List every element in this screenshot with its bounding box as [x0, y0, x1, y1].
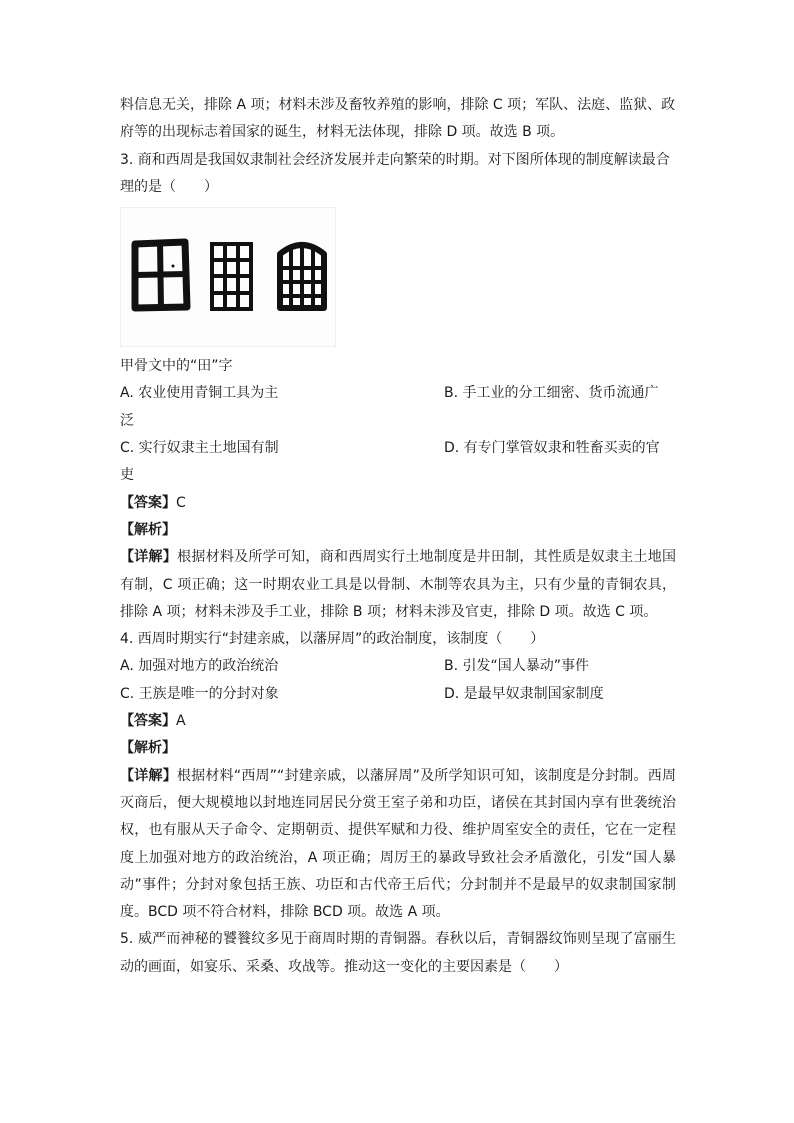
q3-figure-caption: 甲骨文中的“田”字: [120, 358, 233, 375]
oracle-bone-tian-glyphs-icon: [121, 208, 335, 346]
q4-answer-label: 【答案】: [120, 713, 176, 730]
q4-detail: [120, 763, 676, 927]
oracle-bone-tian-figure: [120, 207, 336, 347]
q3-answer-label: 【答案】: [120, 494, 176, 511]
q4-option-d[interactable]: D. 是最早奴隶制国家制度: [444, 685, 604, 702]
q4-option-a[interactable]: A. 加强对地方的政治统治: [120, 658, 279, 675]
q3-options-row-1: [120, 380, 676, 407]
intro-line-1: 料信息无关，排除 A 项；材料未涉及畜牧养殖的影响，排除 C 项；军队、法庭、监狱、政: [120, 97, 676, 113]
q4-detail-text: 根据材料“西周”“封建亲戚，以藩屏周”及所学知识可知，该制度是分封制。西周灭商后，便大规模地以封地连同居民分赏王室子弟和功臣，诸侯在其封国内享有世袭统治权，也有服从天子命令、定期朝贡、提供军赋和力役、维护周室安全的责任，它在一定程度上加强对地方的政治统治，A 项正确；周厉王的暴政导致社会矛盾激化，引发“国人暴动”事件；分封对象包括王族、功臣和古代帝王后代；分封制并不是最早的奴隶制国家制度。BCD 项不符合材料，排除 BCD 项。故选 A 项。: [120, 767, 676, 921]
q3-answer: [120, 490, 676, 517]
q3-answer-value: C: [176, 494, 186, 511]
q4-detail-label: 【详解】: [120, 767, 177, 784]
q5-stem: 5. 威严而神秘的饕餮纹多见于商周时期的青铜器。春秋以后，青铜器纹饰则呈现了富丽生动的画面，如宴乐、采桑、攻战等。推动这一变化的主要因素是（ ）: [120, 931, 676, 975]
q3-stem-line-1: 3. 商和西周是我国奴隶制社会经济发展并走向繁荣的时期。对下图所体现的制度解读最合: [120, 151, 670, 168]
document-page: [120, 92, 676, 981]
q3-options-row-2: [120, 435, 676, 462]
q3-detail-label: 【详解】: [120, 549, 178, 566]
q4-answer-value: A: [176, 713, 186, 730]
q3-option-b-continued: 泛: [120, 412, 134, 429]
q4-options-row-2: [120, 681, 676, 708]
intro-line-2: 府等的出现标志着国家的诞生，材料无法体现，排除 D 项。故选 B 项。: [120, 124, 565, 141]
q3-option-b[interactable]: B. 手工业的分工细密、货币流通广: [444, 385, 659, 402]
q4-option-c[interactable]: C. 王族是唯一的分封对象: [120, 685, 279, 702]
q3-option-d-continued: 吏: [120, 467, 134, 484]
q3-option-c[interactable]: C. 实行奴隶主土地国有制: [120, 440, 279, 457]
q4-options-row-1: [120, 653, 676, 680]
q3-analysis-label: 【解析】: [120, 521, 176, 538]
q4-answer: [120, 708, 676, 735]
q4-stem: 4. 西周时期实行“封建亲戚，以藩屏周”的政治制度，该制度（ ）: [120, 631, 545, 648]
q4-analysis-label: 【解析】: [120, 740, 176, 757]
q3-option-a[interactable]: A. 农业使用青铜工具为主: [120, 385, 279, 402]
q4-option-b[interactable]: B. 引发“国人暴动”事件: [444, 658, 590, 675]
q3-stem-line-2: 理的是（ ）: [120, 178, 218, 195]
q3-option-d[interactable]: D. 有专门掌管奴隶和牲畜买卖的官: [444, 440, 660, 457]
q3-detail-text: 根据材料及所学可知，商和西周实行土地制度是井田制，其性质是奴隶主土地国有制，C 项正确；这一时期农业工具是以骨制、木制等农具为主，只有少量的青铜农具，排除 A 项；材料未涉及手工业，排除 B 项；材料未涉及官吏，排除 D 项。故选 C 项。: [120, 549, 677, 620]
q3-detail: [120, 544, 676, 626]
